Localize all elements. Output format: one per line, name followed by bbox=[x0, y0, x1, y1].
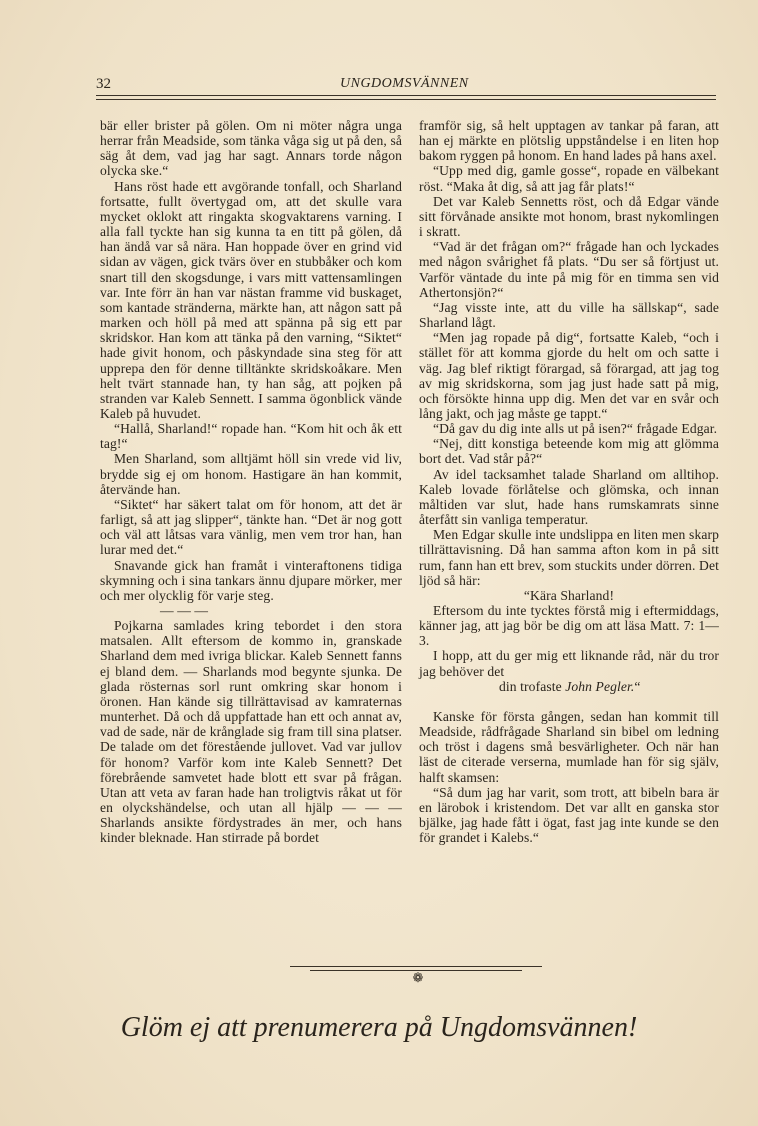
paragraph: Det var Kaleb Sennetts röst, och då Edgar vände sitt förvånade ansikte mot honom, brast nykomlingen i skratt. bbox=[419, 193, 719, 240]
paragraph: “Vad är det frågan om?“ frågade han och lyckades med någon svårighet få plats. “Du ser så förtjust ut. Varför väntade du inte på mig för en timma sen vid Athertonsjön?“ bbox=[419, 239, 719, 300]
paragraph: framför sig, så helt upptagen av tankar på faran, att han ej märkte en plötslig uppståndelse i en liten hop bakom ryggen på honom. En hand lades på hans axel. bbox=[419, 118, 719, 164]
flower-ornament-icon: ❁ bbox=[412, 971, 424, 986]
page-number: 32 bbox=[96, 76, 111, 92]
paragraph: Kanske för första gången, sedan han kommit till Meadside, rådfrågade Sharland sin bibel om ledning och tröst i dagens små besvärligheter. Och när han läst de citerade verserna, mumlade han för sig själv, halft skamsen: bbox=[419, 708, 719, 785]
paragraph: “Nej, ditt konstiga beteende kom mig att glömma bort det. Vad står på?“ bbox=[419, 436, 719, 467]
right-column bbox=[419, 118, 719, 845]
letter-body: I hopp, att du ger mig ett liknande råd, när du tror jag behöver det bbox=[419, 648, 719, 679]
paragraph: Snavande gick han framåt i vinteraftonens tidiga skymning och i sina tankars ännu djupare mörker, mer och mer olycklig för varje steg. bbox=[100, 557, 402, 603]
paragraph: Hans röst hade ett avgörande tonfall, och Sharland fortsatte, fullt övertygad om, att det skulle vara mycket oklokt att ringakta skogvaktarens varning. I alla fall tyckte han sig kunna ta en titt på gölen, då han ändå var så nära. Han hoppade över en grind vid sidan av vägen, gick tvärs över en stubbåker och kom snart till den skogsdunge, i vars mitt vattensamlingen var. Inte förr än han var nästan framme vid buskaget, som kantade stränderna, märkte han, att någon satt på marken och höll på med att spänna på sig ett par skridskor. Han kom att tänka på den varning, “Siktet“ hade givit honom, och påskyndade sina steg för att upprepa den för denne tilltänkte skridskoåkare. Men helt tvärt stannade han, ty han såg, att pojken på stranden var Kaleb Sennett. I samma ögonblick vände Kaleb på huvudet. bbox=[100, 178, 402, 421]
paragraph: Av idel tacksamhet talade Sharland om alltihop. Kaleb lovade förlåtelse och glömska, och innan måltiden var slut, hade hans rumskamrats sinne återfått sin vanliga temperatur. bbox=[419, 466, 719, 528]
paragraph: Pojkarna samlades kring tebordet i den stora matsalen. Allt eftersom de kommo in, granskade Sharland dem med ivriga blickar. Kaleb Sennett fanns ej bland dem. — Sharlands mod begynte sjunka. De glada rösternas sorl runt omkring skar honom i öronen. Han kände sig tillrättavisad av kamraternas munterhet. Då och då uppfattade han ett och annat av, vad de sade, när de krånglade sig fram till sina platser. De talade om det förestående jullovet. Vad var jullov för honom? Varför kom inte Kaleb Sennett? Det förebrående samvetet hade blott ett svar på frågan. Utan att veta av faran hade han troligtvis råkat ut för en olyckshändelse, och utan all hjälp — — — Sharlands ansikte fördystrades än mer, och hans kinder bleknade. Han stirrade på bordet bbox=[100, 618, 402, 846]
letter-signature bbox=[419, 679, 719, 694]
bottom-rule bbox=[290, 966, 542, 967]
paragraph: “Hallå, Sharland!“ ropade han. “Kom hit och åk ett tag!“ bbox=[100, 421, 402, 452]
paragraph: bär eller brister på gölen. Om ni möter några unga herrar från Meadside, som tänka våga sig ut på den, så säg åt dem, vad jag har sagt. Annars torde någon olycka ske.“ bbox=[100, 118, 402, 179]
magazine-title: UNGDOMSVÄNNEN bbox=[340, 76, 469, 91]
section-break: — — — bbox=[160, 603, 209, 618]
header-rule-double bbox=[96, 99, 716, 100]
paragraph: “Upp med dig, gamle gosse“, ropade en välbekant röst. “Maka åt dig, så att jag får plats!“ bbox=[419, 163, 719, 194]
subscription-slogan: Glöm ej att prenumerera på Ungdomsvännen! bbox=[120, 1012, 638, 1043]
paragraph: “Så dum jag har varit, som trott, att bibeln bara är en lärobok i kristendom. Det var allt en ganska stor bjälke, jag hade fått i ögat, fast jag inte kunde se den för grandet i Kalebs.“ bbox=[419, 784, 719, 846]
header-rule bbox=[96, 95, 716, 96]
paragraph: “Då gav du dig inte alls ut på isen?“ frågade Edgar. bbox=[433, 421, 718, 437]
letter-closing: din trofaste bbox=[499, 678, 562, 694]
paragraph: “Jag visste inte, att du ville ha sällskap“, sade Sharland lågt. bbox=[419, 299, 719, 331]
signature-name: John Pegler. bbox=[565, 678, 635, 694]
paragraph: “Men jag ropade på dig“, fortsatte Kaleb, “och i stället för att komma gjorde du helt om och satte i väg. Jag blef riktigt förargad, så förargad, att jag tog av mig skridskorna, som jag just hade satt på mig, och försökte hinna upp dig. Men det var en svår och lång jakt, och jag måste ge tappt.“ bbox=[419, 330, 719, 421]
letter-greeting: “Kära Sharland! bbox=[523, 587, 615, 603]
paragraph: Men Edgar skulle inte undslippa en liten men skarp tillrättavisning. Då han samma afton kom in på sitt rum, fann han ett brev, som stuckits under dörren. Det ljöd så här: bbox=[419, 527, 719, 588]
paragraph: “Siktet“ har säkert talat om för honom, att det är farligt, så att jag slipper“, tänkte han. “Det är nog gott och väl att låtsas vara vänlig, men vem tror han, han lurar med det.“ bbox=[100, 496, 402, 558]
letter-body: Eftersom du inte tycktes förstå mig i eftermiddags, känner jag, att jag bör be dig om att läsa Matt. 7: 1—3. bbox=[419, 603, 719, 649]
left-column bbox=[100, 118, 402, 846]
signature-quote: “ bbox=[634, 678, 641, 694]
paragraph: Men Sharland, som alltjämt höll sin vrede vid liv, brydde sig ej om honom. Hastigare än han kommit, återvände han. bbox=[100, 451, 402, 497]
